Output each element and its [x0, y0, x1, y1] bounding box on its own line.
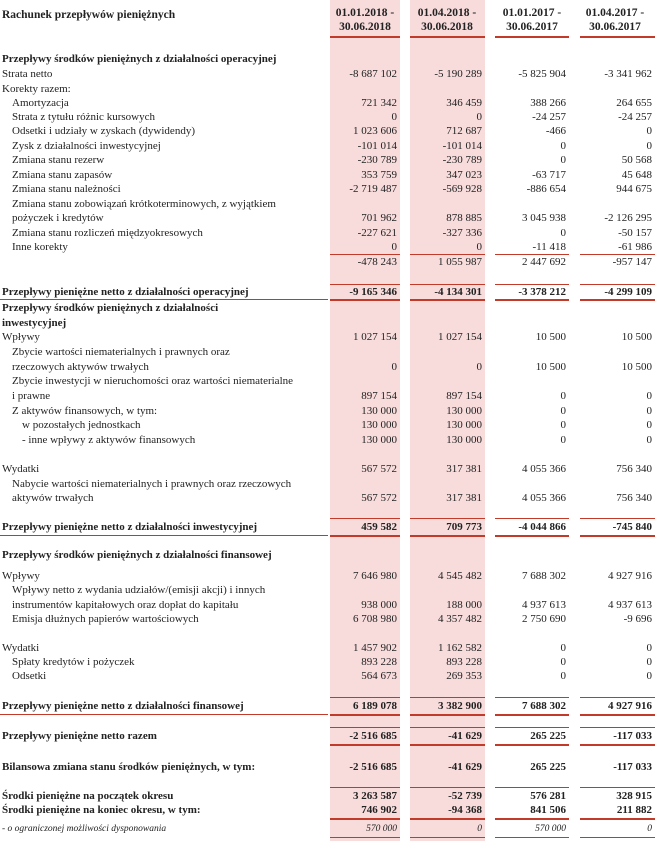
period-from: 01.01.2017 - [502, 7, 562, 19]
table-row [0, 168, 655, 182]
value-cell: -2 126 295 [604, 212, 652, 224]
value-cell: 0 [646, 419, 652, 431]
table-row [0, 330, 655, 344]
value-cell: -4 299 109 [604, 286, 652, 298]
value-cell: -101 014 [442, 140, 482, 152]
table-row [0, 548, 655, 562]
value-cell: -2 516 685 [349, 730, 397, 742]
rule-line [495, 744, 569, 746]
row-label: Wydatki [2, 642, 40, 654]
value-cell: 4 937 613 [522, 599, 566, 611]
row-label: Korekty razem: [2, 83, 71, 95]
rule-line [495, 787, 569, 788]
rule-line [330, 744, 400, 746]
rule-line [580, 837, 655, 838]
rule-line [495, 254, 569, 255]
period-header-1 [329, 6, 401, 34]
row-label: - o ograniczonej możliwości dysponowania [2, 824, 167, 834]
value-cell: 6 189 078 [353, 700, 397, 712]
rule-line [410, 697, 485, 698]
rule-line [580, 518, 655, 519]
value-cell: -117 033 [613, 761, 652, 773]
value-cell: 0 [646, 656, 652, 668]
row-label: Zmiana stanu rezerw [12, 154, 105, 166]
table-row [0, 197, 655, 211]
row-label: inwestycyjnej [2, 317, 67, 329]
value-cell: 944 675 [616, 183, 652, 195]
table-row [0, 226, 655, 240]
rule-line [330, 714, 400, 716]
value-cell: 893 228 [361, 656, 397, 668]
value-cell: 346 459 [446, 97, 482, 109]
rule-line [495, 518, 569, 519]
row-label: Strata netto [2, 68, 53, 80]
row-label: rzeczowych aktywów trwałych [12, 361, 149, 373]
table-row [0, 641, 655, 655]
value-cell: 1 023 606 [353, 125, 397, 137]
value-cell: -4 134 301 [434, 286, 482, 298]
value-cell: 721 342 [361, 97, 397, 109]
value-cell: 7 688 302 [522, 570, 566, 582]
value-cell: 0 [476, 361, 482, 373]
value-cell: 1 055 987 [438, 256, 482, 268]
rule-line [580, 535, 655, 537]
value-cell: 0 [476, 241, 482, 253]
value-cell: -745 840 [612, 521, 652, 533]
value-cell: 3 382 900 [438, 700, 482, 712]
rule-line [495, 36, 569, 38]
value-cell: 7 646 980 [353, 570, 397, 582]
row-label: Zysk z działalności inwestycyjnej [12, 140, 161, 152]
row-label: Przepływy pieniężne netto z działalności finansowej [2, 700, 244, 712]
value-cell: 4 927 916 [608, 700, 652, 712]
rule-line [580, 727, 655, 728]
table-title: Rachunek przepływów pieniężnych [2, 9, 176, 21]
value-cell: -94 368 [448, 804, 482, 816]
value-cell: 709 773 [446, 521, 482, 533]
row-label: aktywów trwałych [12, 492, 94, 504]
value-cell: -957 147 [612, 256, 652, 268]
rule-line [410, 787, 485, 788]
value-cell: -230 789 [442, 154, 482, 166]
period-from: 01.01.2018 - [335, 7, 395, 19]
table-row [0, 153, 655, 167]
rule-line [330, 697, 400, 698]
table-row [0, 67, 655, 81]
table-row [0, 182, 655, 196]
period-to: 30.06.2017 [589, 21, 641, 33]
rule-line [410, 744, 485, 746]
value-cell: 878 885 [446, 212, 482, 224]
value-cell: 4 937 613 [608, 599, 652, 611]
row-label: Przepływy pieniężne netto z działalności inwestycyjnej [2, 521, 258, 533]
value-cell: 317 381 [446, 463, 482, 475]
rule-line [330, 727, 400, 728]
row-label: Amortyzacja [12, 97, 69, 109]
rule-line [410, 714, 485, 716]
rule-line [580, 714, 655, 716]
row-label: Przepływy pieniężne netto z działalności operacyjnej [2, 286, 249, 298]
value-cell: 130 000 [446, 405, 482, 417]
row-label: Z aktywów finansowych, w tym: [12, 405, 158, 417]
value-cell: 130 000 [361, 405, 397, 417]
row-label: Wpływy netto z wydania udziałów/(emisji akcji) i innych [12, 584, 266, 596]
value-cell: -2 719 487 [349, 183, 397, 195]
table-row [0, 240, 655, 254]
table-row [0, 345, 655, 359]
value-cell: 0 [560, 419, 566, 431]
rule-line [330, 535, 400, 537]
value-cell: 567 572 [361, 463, 397, 475]
table-row [0, 477, 655, 491]
rule-line [410, 518, 485, 519]
row-label: Spłaty kredytów i pożyczek [12, 656, 135, 668]
rule-line [330, 284, 400, 285]
value-cell: 0 [560, 140, 566, 152]
rule-line [0, 299, 328, 300]
value-cell: 353 759 [361, 169, 397, 181]
value-cell: -61 986 [618, 241, 652, 253]
value-cell: -9 696 [623, 613, 652, 625]
value-cell: 130 000 [446, 419, 482, 431]
value-cell: 0 [646, 125, 652, 137]
value-cell: 0 [477, 824, 482, 834]
rule-line [410, 535, 485, 537]
value-cell: 269 353 [446, 670, 482, 682]
row-label: Odsetki i udziały w zyskach (dywidendy) [12, 125, 195, 137]
rule-line [410, 818, 485, 820]
value-cell: 388 266 [530, 97, 566, 109]
rule-line [330, 299, 400, 301]
table-row [0, 255, 655, 269]
value-cell: -466 [545, 125, 566, 137]
value-cell: 317 381 [446, 492, 482, 504]
value-cell: 576 281 [530, 790, 566, 802]
row-label: Przepływy środków pieniężnych z działalności finansowej [2, 549, 272, 561]
table-row [0, 52, 655, 66]
value-cell: 0 [391, 241, 397, 253]
value-cell: 2 447 692 [522, 256, 566, 268]
value-cell: -4 044 866 [518, 521, 566, 533]
value-cell: 0 [646, 642, 652, 654]
rule-line [580, 744, 655, 746]
value-cell: -227 621 [357, 227, 397, 239]
rule-line [580, 818, 655, 820]
value-cell: 0 [391, 111, 397, 123]
value-cell: -9 165 346 [349, 286, 397, 298]
table-row [0, 789, 655, 803]
rule-line [410, 36, 485, 38]
value-cell: -3 378 212 [518, 286, 566, 298]
row-label: Zmiana stanu zobowiązań krótkoterminowych, z wyjątkiem [12, 198, 276, 210]
table-row [0, 96, 655, 110]
row-label: Wpływy [2, 570, 40, 582]
value-cell: -8 687 102 [349, 68, 397, 80]
value-cell: -5 190 289 [434, 68, 482, 80]
value-cell: 211 882 [616, 804, 652, 816]
row-label: Przepływy środków pieniężnych z działalności operacyjnej [2, 53, 277, 65]
rule-line [580, 697, 655, 698]
value-cell: -5 825 904 [518, 68, 566, 80]
rule-line [0, 714, 328, 715]
row-label: Zmiana stanu zapasów [12, 169, 113, 181]
value-cell: 0 [647, 824, 652, 834]
rule-line [330, 818, 400, 820]
row-label: Emisja dłużnych papierów wartościowych [12, 613, 199, 625]
rule-line [330, 787, 400, 788]
row-label: Środki pieniężne na początek okresu [2, 790, 174, 802]
period-header-2 [411, 6, 483, 34]
row-label: Strata z tytułu różnic kursowych [12, 111, 155, 123]
rule-line [580, 254, 655, 255]
value-cell: 893 228 [446, 656, 482, 668]
value-cell: 10 500 [535, 331, 566, 343]
rule-line [410, 837, 485, 838]
value-cell: 10 500 [535, 361, 566, 373]
rule-line [495, 284, 569, 285]
rule-line [495, 837, 569, 838]
table-row [0, 569, 655, 583]
value-cell: 570 000 [535, 824, 566, 834]
value-cell: -41 629 [448, 730, 482, 742]
value-cell: 0 [646, 140, 652, 152]
value-cell: 4 545 482 [438, 570, 482, 582]
value-cell: 0 [646, 405, 652, 417]
table-row [0, 418, 655, 432]
value-cell: 712 687 [446, 125, 482, 137]
table-row [0, 374, 655, 388]
value-cell: 264 655 [616, 97, 652, 109]
value-cell: 0 [560, 390, 566, 402]
rule-line [495, 535, 569, 537]
value-cell: -41 629 [448, 761, 482, 773]
table-row [0, 285, 655, 299]
value-cell: 0 [646, 434, 652, 446]
value-cell: 0 [646, 390, 652, 402]
value-cell: -52 739 [448, 790, 482, 802]
value-cell: 4 357 482 [438, 613, 482, 625]
table-row [0, 360, 655, 374]
row-label: Wpływy [2, 331, 40, 343]
value-cell: -63 717 [532, 169, 566, 181]
rule-line [495, 818, 569, 820]
table-row [0, 699, 655, 713]
period-header-4 [579, 6, 651, 34]
value-cell: 0 [560, 154, 566, 166]
value-cell: 6 708 980 [353, 613, 397, 625]
table-row [0, 139, 655, 153]
value-cell: 570 000 [366, 824, 397, 834]
row-label: - inne wpływy z aktywów finansowych [22, 434, 196, 446]
value-cell: 1 027 154 [353, 331, 397, 343]
row-label: Inne korekty [12, 241, 68, 253]
value-cell: 10 500 [621, 331, 652, 343]
table-row [0, 389, 655, 403]
value-cell: 841 506 [530, 804, 566, 816]
value-cell: 1 027 154 [438, 331, 482, 343]
table-row [0, 82, 655, 96]
value-cell: 50 568 [621, 154, 652, 166]
value-cell: 746 902 [361, 804, 397, 816]
table-row [0, 803, 655, 817]
period-to: 30.06.2018 [421, 21, 473, 33]
row-label: Przepływy pieniężne netto razem [2, 730, 157, 742]
value-cell: 0 [560, 656, 566, 668]
row-label: Nabycie wartości niematerialnych i prawnych oraz rzeczowych [12, 478, 292, 490]
rule-line [580, 299, 655, 301]
table-row [0, 491, 655, 505]
value-cell: 347 023 [446, 169, 482, 181]
value-cell: 130 000 [361, 434, 397, 446]
value-cell: -24 257 [618, 111, 652, 123]
value-cell: 3 263 587 [353, 790, 397, 802]
table-row [0, 404, 655, 418]
value-cell: 0 [476, 111, 482, 123]
value-cell: 10 500 [621, 361, 652, 373]
value-cell: 1 457 902 [353, 642, 397, 654]
value-cell: 188 000 [446, 599, 482, 611]
table-row [0, 110, 655, 124]
value-cell: -3 341 962 [604, 68, 652, 80]
value-cell: 4 927 916 [608, 570, 652, 582]
value-cell: -886 654 [526, 183, 566, 195]
row-label: w pozostałych jednostkach [22, 419, 141, 431]
value-cell: 1 162 582 [438, 642, 482, 654]
period-header-3 [496, 6, 568, 34]
row-label: Odsetki [12, 670, 47, 682]
table-row [0, 433, 655, 447]
rule-line [330, 837, 400, 838]
row-label: i prawne [12, 390, 51, 402]
row-label: Zmiana stanu należności [12, 183, 121, 195]
row-label: pożyczek i kredytów [12, 212, 104, 224]
value-cell: 4 055 366 [522, 492, 566, 504]
value-cell: 130 000 [446, 434, 482, 446]
value-cell: -50 157 [618, 227, 652, 239]
value-cell: 7 688 302 [522, 700, 566, 712]
value-cell: 0 [391, 361, 397, 373]
row-label: Środki pieniężne na koniec okresu, w tym: [2, 804, 201, 816]
value-cell: -478 243 [357, 256, 397, 268]
table-row [0, 669, 655, 683]
value-cell: -101 014 [357, 140, 397, 152]
value-cell: -2 516 685 [349, 761, 397, 773]
rule-line [330, 36, 400, 38]
value-cell: 938 000 [361, 599, 397, 611]
value-cell: 2 750 690 [522, 613, 566, 625]
value-cell: 756 340 [616, 492, 652, 504]
row-label: Zbycie inwestycji w nieruchomości oraz wartości niematerialne [12, 375, 294, 387]
value-cell: -569 928 [442, 183, 482, 195]
period-from: 01.04.2017 - [585, 7, 645, 19]
value-cell: 0 [560, 227, 566, 239]
rule-line [580, 284, 655, 285]
value-cell: 130 000 [361, 419, 397, 431]
value-cell: -11 418 [532, 241, 566, 253]
table-row [0, 598, 655, 612]
value-cell: 45 648 [621, 169, 652, 181]
rule-line [410, 299, 485, 301]
rule-line [330, 518, 400, 519]
rule-line [0, 535, 328, 536]
value-cell: 265 225 [530, 761, 566, 773]
value-cell: -117 033 [613, 730, 652, 742]
value-cell: -230 789 [357, 154, 397, 166]
row-label: Bilansowa zmiana stanu środków pieniężnych, w tym: [2, 761, 256, 773]
table-row [0, 462, 655, 476]
rule-line [495, 299, 569, 301]
value-cell: 459 582 [361, 521, 397, 533]
table-row [0, 822, 655, 836]
table-row [0, 583, 655, 597]
table-row [0, 520, 655, 534]
value-cell: 0 [560, 434, 566, 446]
value-cell: 567 572 [361, 492, 397, 504]
rule-line [410, 254, 485, 255]
row-label: Zbycie wartości niematerialnych i prawnych oraz [12, 346, 230, 358]
table-row [0, 612, 655, 626]
period-to: 30.06.2018 [339, 21, 391, 33]
value-cell: 897 154 [446, 390, 482, 402]
value-cell: 0 [560, 642, 566, 654]
table-row [0, 729, 655, 743]
value-cell: 897 154 [361, 390, 397, 402]
table-row [0, 760, 655, 774]
value-cell: 3 045 938 [522, 212, 566, 224]
value-cell: 4 055 366 [522, 463, 566, 475]
table-row [0, 124, 655, 138]
rule-line [495, 727, 569, 728]
table-row [0, 301, 655, 315]
rule-line [580, 787, 655, 788]
rule-line [410, 284, 485, 285]
value-cell: 328 915 [616, 790, 652, 802]
row-label: Wydatki [2, 463, 40, 475]
table-row [0, 211, 655, 225]
value-cell: -24 257 [532, 111, 566, 123]
value-cell: 564 673 [361, 670, 397, 682]
value-cell: 0 [560, 670, 566, 682]
value-cell: 701 962 [361, 212, 397, 224]
table-row [0, 316, 655, 330]
row-label: instrumentów kapitałowych oraz dopłat do kapitału [12, 599, 239, 611]
rule-line [495, 714, 569, 716]
value-cell: 0 [646, 670, 652, 682]
row-label: Przepływy środków pieniężnych z działalności [2, 302, 219, 314]
rule-line [495, 697, 569, 698]
table-row [0, 655, 655, 669]
period-from: 01.04.2018 - [417, 7, 477, 19]
value-cell: 265 225 [530, 730, 566, 742]
value-cell: 756 340 [616, 463, 652, 475]
rule-line [410, 727, 485, 728]
period-to: 30.06.2017 [506, 21, 558, 33]
value-cell: -327 336 [442, 227, 482, 239]
rule-line [330, 254, 400, 255]
rule-line [580, 36, 655, 38]
value-cell: 0 [560, 405, 566, 417]
row-label: Zmiana stanu rozliczeń międzyokresowych [12, 227, 203, 239]
